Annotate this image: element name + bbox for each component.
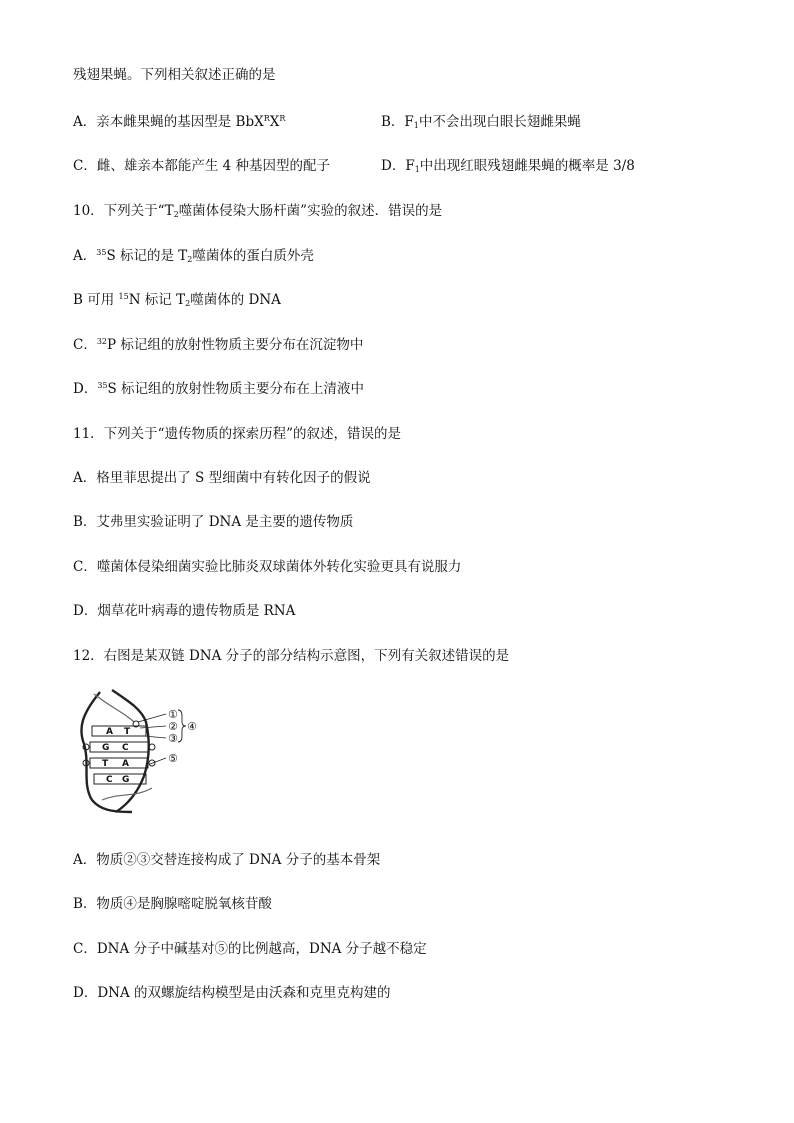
q11-option-d: D．烟草花叶病毒的遗传物质是 RNA [73, 603, 296, 619]
base-label: C [106, 775, 113, 785]
leader-lines [138, 714, 166, 764]
base-label: T [124, 727, 131, 737]
q10-stem: 10．下列关于“$T_2$噬菌体侵染大肠杆菌”实验的叙述．错误的是 [73, 203, 443, 219]
q10-option-d: D．$^{35}$S 标记组的放射性物质主要分布在上清液中 [73, 381, 365, 397]
dna-helix-shadow [94, 694, 134, 722]
dna-right-strand [112, 690, 149, 812]
base-label: T [102, 759, 109, 769]
q9-option-b: B．$F_1$中不会出现白眼长翅雌果蝇 [381, 114, 581, 130]
q10-option-b: B 可用 $^{15}$N 标记 $T_2$噬菌体的 DNA [73, 292, 281, 308]
brace [178, 710, 186, 742]
dna-structure-figure [72, 688, 202, 814]
base-pair-row-1 [92, 726, 146, 736]
q11-option-a: A．格里菲思提出了 S 型细菌中有转化因子的假说 [73, 470, 371, 486]
base-label: A [122, 759, 129, 769]
q9-option-d: D．$F_1$中出现红眼残翅雌果蝇的概率是 3/8 [381, 158, 635, 174]
label-4: ④ [187, 720, 197, 733]
label-3: ③ [168, 732, 178, 745]
base-pair-rows [90, 726, 148, 785]
q9-option-c: C．雌、雄亲本都能产生 4 种基因型的配子 [73, 158, 331, 174]
q9-stem-tail: 残翅果蝇。下列相关叙述正确的是 [73, 67, 276, 83]
q12-stem: 12．右图是某双链 DNA 分子的部分结构示意图，下列有关叙述错误的是 [73, 648, 510, 664]
dna-diagram [72, 688, 202, 814]
q11-stem: 11．下列关于“遗传物质的探索历程”的叙述，错误的是 [73, 426, 401, 442]
q12-option-a: A．物质②③交替连接构成了 DNA 分子的基本骨架 [73, 852, 381, 868]
q11-option-c: C．噬菌体侵染细菌实验比肺炎双球菌体外转化实验更具有说服力 [73, 559, 462, 575]
q12-option-d: D．DNA 的双螺旋结构模型是由沃森和克里克构建的 [73, 985, 391, 1001]
base-pair-row-3 [90, 758, 148, 768]
label-2: ② [168, 720, 178, 733]
base-label: G [102, 743, 110, 753]
base-pair-row-2 [90, 742, 148, 752]
q12-option-b: B．物质④是胸腺嘧啶脱氧核苷酸 [73, 896, 272, 912]
q9-option-a: A．亲本雌果蝇的基因型是 $BbX^RX^R$ [73, 114, 286, 130]
base-pair-row-4 [94, 774, 146, 784]
label-5: ⑤ [168, 752, 178, 765]
dna-helix-shadow-lower [102, 788, 152, 800]
label-1: ① [168, 708, 178, 721]
q10-option-c: C．$^{32}$P 标记组的放射性物质主要分布在沉淀物中 [73, 337, 364, 353]
q11-option-b: B．艾弗里实验证明了 DNA 是主要的遗传物质 [73, 514, 354, 530]
q10-option-a: A．$^{35}$S 标记的是 $T_2$噬菌体的蛋白质外壳 [73, 248, 314, 264]
q12-option-c: C．DNA 分子中碱基对⑤的比例越高，DNA 分子越不稳定 [73, 941, 427, 957]
base-label: G [122, 775, 130, 785]
base-label: A [106, 727, 113, 737]
base-label: C [122, 743, 129, 753]
